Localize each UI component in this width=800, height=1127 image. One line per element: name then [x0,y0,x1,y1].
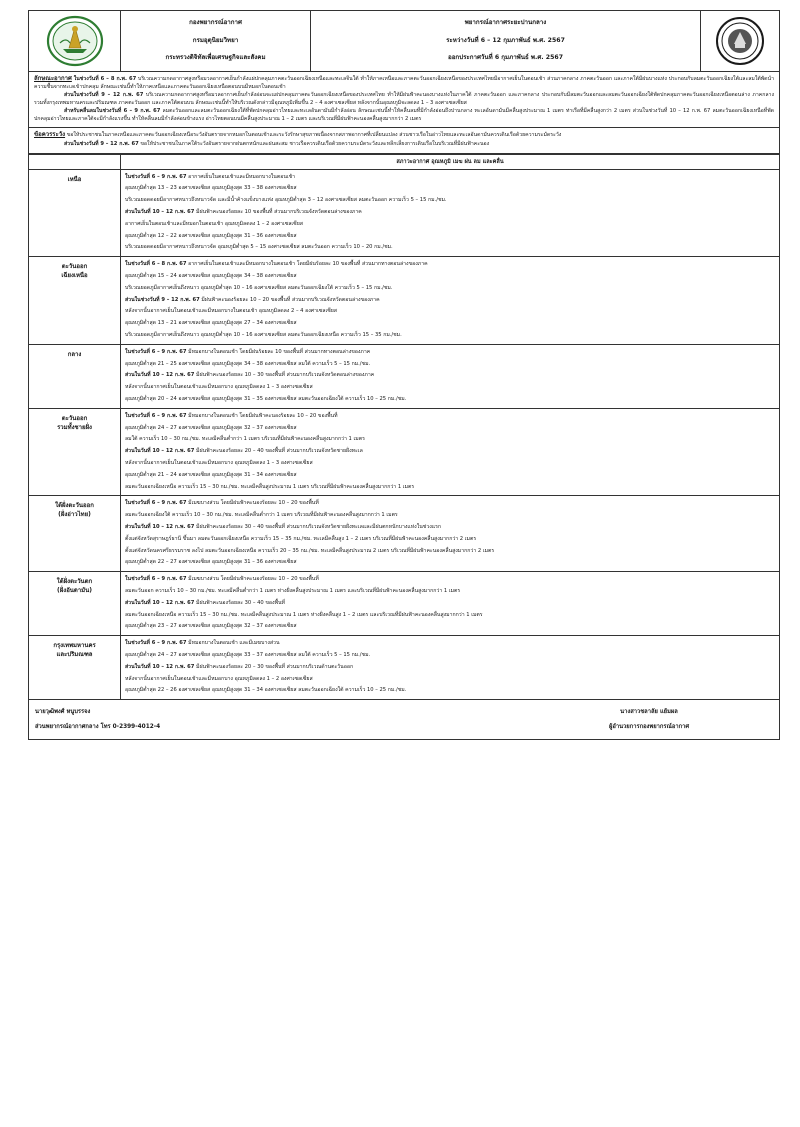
forecast-line-text: อากาศเย็นในตอนเช้าและมีหมอกในตอนเช้า อุณหภูมิลดลง 1 – 2 องศาเซลเซียส [125,220,303,227]
forecast-line-text: มีฝนฟ้าคะนองร้อยละ 30 – 40 ของพื้นที่ [196,599,285,606]
region-forecast [121,408,780,496]
forecast-line [125,359,775,371]
weather-summary-p3 [34,108,774,123]
region-forecast [121,636,780,700]
forecast-line [125,621,775,633]
region-forecast [121,344,780,408]
forecast-line [125,434,775,446]
caution-label: ข้อควรระวัง [34,131,66,139]
region-name-line: (ฝั่งอันดามัน) [57,586,92,594]
region-rows [29,169,780,699]
region-name [29,344,121,408]
forecast-line-text: อุณหภูมิต่ำสุด 22 – 27 องศาเซลเซียส อุณหภูมิสูงสุด 31 – 36 องศาเซลเซียส [125,559,297,566]
ministry-seal-icon [715,16,765,66]
forecast-line-text: มีฝนฟ้าคะนองร้อยละ 30 – 40 ของพื้นที่ ส่วนมากบริเวณจังหวัดชายฝั่งทะเลและมีฝนตกหนักบางแห่งในช่วงแรก [196,523,442,530]
region-row [29,169,780,257]
forecast-line-period: ส่วนในวันที่ 10 – 12 ก.พ. 67 [125,523,195,530]
region-forecast [121,169,780,257]
forecast-line [125,674,775,686]
region-name-line: ใต้ฝั่งตะวันออก [55,502,94,510]
forecaster-name: นายวุฒิพงศ์ หนูบรรจง [35,708,91,715]
caution-p1 [34,131,774,140]
region-name-line: รวมทั้งชายฝั่ง [57,423,92,431]
forecast-line-text: อุณหภูมิต่ำสุด 24 – 27 องศาเซลเซียส อุณหภูมิสูงสุด 33 – 37 องศาเซลเซียส ลมใต้ ความเร็ว 5 – 15 กม./ชม. [125,651,371,658]
footer-director [519,700,779,739]
forecast-line-period: ส่วนในวันที่ 10 – 12 ก.พ. 67 [125,209,195,216]
region-forecast [121,496,780,572]
forecast-title-block [311,11,701,71]
forecast-line [125,271,775,283]
summary-section [28,72,780,128]
forecast-line-text: อุณหภูมิต่ำสุด 23 – 27 องศาเซลเซียส อุณหภูมิสูงสุด 32 – 37 องศาเซลเซียส [125,623,297,630]
forecast-line-period: ในช่วงวันที่ 6 – 9 ก.พ. 67 [125,348,187,355]
region-name-line: ใต้ฝั่งตะวันตก [56,578,93,586]
forecast-line-text: บริเวณยอดภูมีอากาศเย็นถึงหนาว อุณหภูมิต่ำสุด 10 – 16 องศาเซลเซียส ลมตะวันออกเฉียงใต้ ความเร็ว 5 – 15 กม./ชม. [125,284,393,291]
forecast-line-text: อุณหภูมิต่ำสุด 13 – 21 องศาเซลเซียส อุณหภูมิสูงสุด 27 – 34 องศาเซลเซียส [125,320,297,327]
forecast-line [125,394,775,406]
forecast-line-text: มีฝนฟ้าคะนองร้อยละ 20 – 40 ของพื้นที่ ส่วนมากบริเวณจังหวัดชายฝั่งทะเล [196,448,363,455]
forecast-line-text: ลมตะวันออก ความเร็ว 10 – 30 กม./ชม. ทะเลมีคลื่นต่ำกว่า 1 เมตร ห่างฝั่งคลื่นสูงประมาณ 1 เมตร และบริเวณที่มีฝนฟ้าคะนองคลื่นสูงมากกว่า 1 เมตร [125,587,461,594]
forecast-line-period: ในช่วงวันที่ 6 – 9 ก.พ. 67 [125,640,187,647]
forecast-line [125,482,775,494]
forecast-line-period: ในช่วงวันที่ 6 – 9 ก.พ. 67 [125,173,187,180]
forecast-line-text: ลมตะวันออกเฉียงใต้ ความเร็ว 10 – 30 กม./ชม. ทะเลมีคลื่นต่ำกว่า 1 เมตร บริเวณที่มีฝนฟ้าคะนองคลื่นสูงมากกว่า 1 เมตร [125,512,398,519]
forecast-line [125,283,775,295]
document-footer [28,700,780,740]
forecast-line [125,207,775,219]
tmd-logo-icon [46,15,104,67]
forecast-line-text: อุณหภูมิต่ำสุด 12 – 22 องศาเซลเซียส อุณหภูมิสูงสุด 31 – 36 องศาเซลเซียส [125,232,297,239]
caution-head-2: ส่วนในช่วงวันที่ 9 – 12 ก.พ. 67 [64,141,139,148]
forecast-line-text: อากาศเย็นในตอนเช้าและมีหมอกบางในตอนเช้า โดยมีฝนร้อยละ 10 ของพื้นที่ ส่วนมากทางตอนล่างของภาค [188,261,428,268]
caution-text: ขอให้ประชาชนในภาคเหนือและภาคตะวันออกเฉียงเหนือระวังอันตรายจากหมอกในตอนเช้าและระวังรักษาสุขภาพเนื่องจากสภาพอากาศที่เปลี่ยนแปลง ส่วนชาวเรือในอ่าวไทยและทะเลอันดามันควรเดินเรือด้วยความระมัดระวัง [66,132,562,139]
region-name [29,572,121,636]
forecast-line [125,662,775,674]
forecast-line [125,195,775,207]
region-name-line: เฉียงเหนือ [61,271,88,279]
table-header-title: สภาวะอากาศ อุณหภูมิ เมฆ ฝน ลม และคลื่น [121,154,780,169]
forecast-line [125,183,775,195]
regional-forecast-table [28,154,780,701]
region-name-line: เหนือ [67,175,82,183]
summary-p1-head: ในช่วงวันที่ 6 – 8 ก.พ. 67 [73,76,137,82]
forecast-line [125,446,775,458]
forecast-line-text: มีหมอกบางในตอนเช้า และมีเมฆบางส่วน [188,640,280,647]
forecast-line [125,522,775,534]
weather-summary-p1 [34,75,774,91]
forecast-line-period: ส่วนในวันที่ 10 – 12 ก.พ. 67 [125,599,195,606]
caution-p2 [34,141,774,149]
region-forecast [121,257,780,345]
region-row [29,257,780,345]
forecast-line-text: มีฝนฟ้าคะนองร้อยละ 10 – 20 ของพื้นที่ ส่วนมากบริเวณจังหวัดตอนล่างของภาค [201,296,380,303]
forecast-line-text: ลมตะวันออกเฉียงเหนือ ความเร็ว 15 – 30 กม./ชม. ทะเลมีคลื่นสูงประมาณ 1 เมตร ห่างฝั่งคลื่นสูง 1 – 2 เมตร และบริเวณที่มีฝนฟ้าคะนองคลื่นสูงมากกว่า 1 เมตร [125,611,483,618]
forecast-line-text: มีเมฆบางส่วน โดยมีฝนฟ้าคะนองร้อยละ 10 – 20 ของพื้นที่ [188,500,319,507]
region-name-line: กรุงเทพมหานคร [53,642,96,650]
forecast-line [125,638,775,650]
forecast-line-text: อุณหภูมิต่ำสุด 21 – 25 องศาเซลเซียส อุณหภูมิสูงสุด 34 – 38 องศาเซลเซียส ลมใต้ ความเร็ว 5 – 15 กม./ชม. [125,360,371,367]
region-name [29,496,121,572]
forecast-line [125,306,775,318]
forecast-line [125,534,775,546]
forecaster-org: ส่วนพยากรณ์อากาศกลาง โทร 0-2399-4012-4 [35,724,161,731]
forecast-line-text: ตั้งแต่จังหวัดสุราษฎร์ธานี ขึ้นมา ลมตะวันออกเฉียงเหนือ ความเร็ว 15 – 35 กม./ชม. ทะเลมีคลื่นสูง 1 – 2 เมตร บริเวณที่มีฝนฟ้าคะนองคลื่นสูงมากกว่า 2 เมตร [125,535,477,542]
forecast-period: ระหว่างวันที่ 6 – 12 กุมภาพันธ์ พ.ศ. 2567 [446,36,565,44]
forecast-line-period: ในช่วงวันที่ 6 – 9 ก.พ. 67 [125,500,187,507]
forecast-line-text: อุณหภูมิต่ำสุด 15 – 24 องศาเซลเซียส อุณหภูมิสูงสุด 34 – 38 องศาเซลเซียส [125,273,297,280]
forecast-line [125,347,775,359]
forecast-line [125,470,775,482]
region-row [29,496,780,572]
forecast-line [125,650,775,662]
summary-lead: ลักษณะอากาศ [34,75,72,82]
forecast-line-text: มีฝนฟ้าคะนองร้อยละ 10 ของพื้นที่ ส่วนมากบริเวณจังหวัดตอนล่างของภาค [196,209,362,216]
forecast-line-text: บริเวณยอดภูมีอากาศเย็นถึงหนาว อุณหภูมิต่ำสุด 10 – 16 องศาเซลเซียส ลมตะวันออกเฉียงเหนือ ความเร็ว 15 – 35 กม./ชม. [125,332,402,339]
footer-forecaster [29,700,519,739]
forecast-line [125,242,775,254]
forecast-line [125,586,775,598]
table-header-row [29,154,780,169]
forecast-line [125,510,775,522]
forecast-line-text: บริเวณยอดดอยมีอากาศหนาวถึงหนาวจัด อุณหภูมิต่ำสุด 5 – 15 องศาเซลเซียส ลมตะวันออก ความเร็ว 10 – 20 กม./ชม. [125,244,393,251]
forecast-line [125,382,775,394]
forecast-line [125,411,775,423]
forecast-line-text: บริเวณยอดดอยมีอากาศหนาวถึงหนาวจัด และมีน้ำค้างแข็งบางแห่ง อุณหภูมิต่ำสุด 3 – 12 องศาเซลเซียส ลมตะวันออก ความเร็ว 5 – 15 กม./ชม. [125,197,447,204]
table-header-region [29,154,121,169]
forecast-line-text: หลังจากนั้นอากาศเย็นในตอนเช้าและมีหมอกบาง อุณหภูมิลดลง 1 – 3 องศาเซลเซียส [125,460,313,466]
region-name [29,169,121,257]
region-row [29,408,780,496]
region-name-line: ตะวันออก [61,263,88,271]
director-name: นางสาวชลาลัย แย้มผล [620,708,678,715]
forecast-line [125,219,775,231]
tmd-logo [29,11,121,71]
forecast-line-text: อุณหภูมิต่ำสุด 24 – 27 องศาเซลเซียส อุณหภูมิสูงสุด 32 – 37 องศาเซลเซียส [125,424,297,431]
forecast-line-text: อุณหภูมิต่ำสุด 13 – 23 องศาเซลเซียส อุณหภูมิสูงสุด 33 – 38 องศาเซลเซียส [125,185,297,192]
forecast-line-text: อากาศเย็นในตอนเช้าและมีหมอกบางในตอนเช้า [188,173,296,180]
forecast-line [125,295,775,307]
region-row [29,344,780,408]
forecast-line-text: มีฝนฟ้าคะนองร้อยละ 20 – 30 ของพื้นที่ ส่วนมากบริเวณด้านตะวันออก [196,663,354,670]
summary-p2-head: ส่วนในช่วงวันที่ 9 – 12 ก.พ. 67 [64,92,144,99]
forecast-line-period: ในช่วงวันที่ 6 – 9 ก.พ. 67 [125,576,187,583]
forecast-line-period: ส่วนในวันที่ 10 – 12 ก.พ. 67 [125,372,195,379]
summary-p2-text: บริเวณความกดอากาศสูงหรือมวลอากาศเย็นกำลังอ่อนจะแผ่ปกคลุมภาคตะวันออกเฉียงเหนือของประเทศไทย ทำให้มีฝนฟ้าคะนองบางแห่งในภาคใต้ ภาคตะวันออก และภาคกลาง ประกอบกับมีลมตะวันออกและลมตะวันออกเฉียงใต้พัดปกคลุมภาคตะวันออกเฉียงเหนือตอนล่าง ภาคกลาง รวมทั้งกรุงเทพมหานครและปริมณฑล ภาคตะวันออก และภาคใต้ตอนบน ลักษณะเช่นนี้ทำให้บริเวณดังกล่าวมีอุณหภูมิเพิ่มขึ้น 2 – 4 องศาเซลเซียส หลังจากนั้นอุณหภูมิจะลดลง 1 – 3 องศาเซลเซียส [34,92,774,106]
forecast-line-text: ตั้งแต่จังหวัดนครศรีธรรมราช ลงไป ลมตะวันออกเฉียงเหนือ ความเร็ว 20 – 35 กม./ชม. ทะเลมีคลื่นสูงประมาณ 2 เมตร บริเวณที่มีฝนฟ้าคะนองคลื่นสูงมากกว่า 2 เมตร [125,547,495,554]
region-name-line: กลาง [67,350,82,358]
forecast-line [125,546,775,558]
forecast-line-text: มีเมฆบางส่วน โดยมีฝนฟ้าคะนองร้อยละ 10 – 20 ของพื้นที่ [188,576,319,583]
forecast-line [125,231,775,243]
region-row [29,572,780,636]
document-header [28,10,780,72]
forecast-line-text: มีหมอกบางในตอนเช้า โดยมีฝนร้อยละ 10 ของพื้นที่ ส่วนมากทางตอนล่างของภาค [188,348,371,355]
forecast-line-period: ส่วนในวันที่ 10 – 12 ก.พ. 67 [125,448,195,455]
forecast-line-period: ส่วนในวันที่ 10 – 12 ก.พ. 67 [125,663,195,670]
summary-p1-text: บริเวณความกดอากาศสูงหรือมวลอากาศเย็นกำลังแผ่ปกคลุมภาคตะวันออกเฉียงเหนือและทะเลจีนใต้ ทำให้ภาคเหนือและภาคตะวันออกเฉียงเหนือของประเทศไทยมีอากาศเย็นในตอนเช้า ส่วนภาคกลาง ภาคตะวันออก และภาคใต้มีฝนบางแห่ง ประกอบกับลมตะวันออกเฉียงใต้และลมใต้พัดนำความชื้นจากทะเลเข้าปกคลุม ลักษณะเช่นนี้ทำให้ภาคเหนือและภาคตะวันออกเฉียงเหนือตอนบนมีหมอกในตอนเช้า [34,76,775,90]
issue-date: ออกประกาศวันที่ 6 กุมภาพันธ์ พ.ศ. 2567 [448,53,563,61]
forecast-title: พยากรณ์อากาศระยะปานกลาง [464,19,547,27]
agency-line-3: กระทรวงดิจิทัลเพื่อเศรษฐกิจและสังคม [165,53,266,61]
forecast-line-period: ในช่วงวันที่ 6 – 8 ก.พ. 67 [125,261,187,268]
region-name-line: (ฝั่งอ่าวไทย) [58,511,91,519]
forecast-line [125,370,775,382]
forecast-line [125,610,775,622]
agency-line-2: กรมอุตุนิยมวิทยา [192,36,239,44]
forecast-document [28,10,780,1114]
forecast-line [125,598,775,610]
forecast-line-text: หลังจากนั้นอากาศเย็นในตอนเช้าและมีหมอกบาง อุณหภูมิลดลง 1 – 3 องศาเซลเซียส [125,384,313,391]
region-name-line: ตะวันออก [61,414,88,422]
forecast-line-text: อุณหภูมิต่ำสุด 22 – 26 องศาเซลเซียส อุณหภูมิสูงสุด 31 – 34 องศาเซลเซียส ลมตะวันออกเฉียงใต้ ความเร็ว 10 – 25 กม./ชม. [125,687,407,694]
forecast-line [125,685,775,697]
forecast-line [125,557,775,569]
forecast-line-text: ลมใต้ ความเร็ว 10 – 30 กม./ชม. ทะเลมีคลื่นต่ำกว่า 1 เมตร บริเวณที่มีฝนฟ้าคะนองคลื่นสูงมากกว่า 1 เมตร [125,436,365,443]
agency-line-1: กองพยากรณ์อากาศ [189,19,242,27]
forecast-line [125,172,775,184]
region-name [29,636,121,700]
forecast-line-text: อุณหภูมิต่ำสุด 20 – 24 องศาเซลเซียส อุณหภูมิสูงสุด 31 – 35 องศาเซลเซียส ลมตะวันออกเฉียงใต้ ความเร็ว 10 – 25 กม./ชม. [125,396,407,403]
region-row [29,636,780,700]
region-name [29,408,121,496]
forecast-line [125,318,775,330]
forecast-line [125,458,775,470]
agency-block [121,11,311,71]
region-forecast [121,572,780,636]
region-name [29,257,121,345]
weather-summary-p2 [34,92,774,107]
forecast-line [125,498,775,510]
forecast-line [125,423,775,435]
forecast-line [125,259,775,271]
forecast-line-period: ในช่วงวันที่ 6 – 9 ก.พ. 67 [125,412,187,419]
forecast-line-text: มีฝนฟ้าคะนองร้อยละ 10 – 30 ของพื้นที่ ส่วนมากบริเวณจังหวัดตอนล่างของภาค [196,372,375,379]
caution-section [28,128,780,153]
caution-text-2: ขอให้ประชาชนในภาคใต้ระวังอันตรายจากฝนตกหนักและฝนสะสม ชาวเรือควรเดินเรือด้วยความระมัดระวังและหลีกเลี่ยงการเดินเรือในบริเวณที่มีฝนฟ้าคะนอง [140,141,490,148]
director-title: ผู้อำนวยการกองพยากรณ์อากาศ [608,724,690,731]
forecast-line-text: หลังจากนั้นอากาศเย็นในตอนเช้าและมีหมอกบาง อุณหภูมิลดลง 1 – 2 องศาเซลเซียส [125,675,313,682]
forecast-line-text: อุณหภูมิต่ำสุด 21 – 24 องศาเซลเซียส อุณหภูมิสูงสุด 31 – 34 องศาเซลเซียส [125,471,297,478]
summary-p3-text: ลมตะวันออกและลมตะวันออกเฉียงใต้ที่พัดปกคลุมอ่าวไทยและทะเลอันดามันมีกำลังอ่อน ลักษณะเช่นนี้ทำให้คลื่นลมที่มีกำลังอ่อนถึงปานกลาง ทะเลอันดามันมีคลื่นสูงประมาณ 1 เมตร ท่าเรือที่มีคลื่นสูงกว่า 2 เมตร ส่วนในช่วงวันที่ 10 – 12 ก.พ. 67 ลมตะวันออกเฉียงเหนือที่พัดปกคลุมอ่าวไทยและภาคใต้จะมีกำลังแรงขึ้น ทำให้คลื่นลมมีกำลังค่อนข้างแรง อ่าวไทยตอนบนมีคลื่นสูงประมาณ 1 – 2 เมตร และบริเวณที่มีฝนฟ้าคะนองคลื่นสูงมากกว่า 2 เมตร [34,108,774,122]
forecast-line-text: มีหมอกบางในตอนเช้า โดยมีฝนฟ้าคะนองร้อยละ 10 – 20 ของพื้นที่ [188,412,338,419]
forecast-line-text: หลังจากนั้นอากาศเย็นในตอนเช้าและมีหมอกบางในตอนเช้า อุณหภูมิลดลง 2 – 4 องศาเซลเซียส [125,308,337,315]
forecast-line [125,330,775,342]
ministry-seal [701,11,779,71]
forecast-line-period: ส่วนในช่วงวันที่ 9 – 12 ก.พ. 67 [125,296,200,303]
forecast-line-text: ลมตะวันออกเฉียงเหนือ ความเร็ว 15 – 30 กม./ชม. ทะเลมีคลื่นสูงประมาณ 1 เมตร บริเวณที่มีฝนฟ้าคะนองคลื่นสูงมากกว่า 1 เมตร [125,483,415,490]
summary-p3-head: สำหรับคลื่นลมในช่วงวันที่ 6 – 9 ก.พ. 67 [64,108,161,115]
region-name-line: และปริมณฑล [56,650,93,658]
forecast-line [125,574,775,586]
